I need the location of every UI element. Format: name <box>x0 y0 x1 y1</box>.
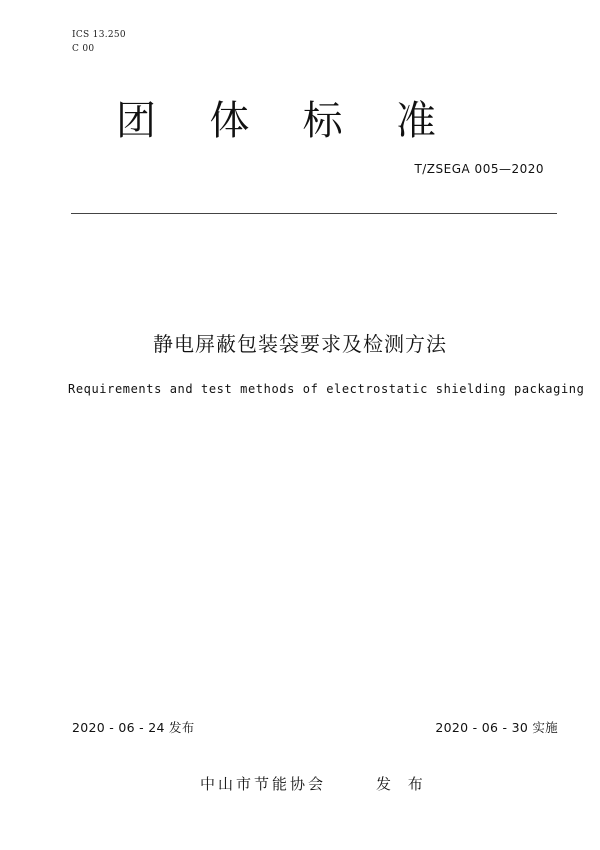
ccs-code: C 00 <box>72 44 95 54</box>
standard-type-char: 准 <box>395 97 436 144</box>
standard-type-char: 标 <box>302 97 343 144</box>
publish-label: 发 布 <box>376 775 429 793</box>
implementation-date: 2020 - 06 - 30 实施 <box>435 720 558 735</box>
standard-type-char: 体 <box>209 97 250 144</box>
ics-code: ICS 13.250 <box>72 30 126 40</box>
header-divider <box>71 213 557 214</box>
standard-code: T/ZSEGA 005—2020 <box>414 162 544 176</box>
publisher-name: 中山市节能协会 <box>200 775 327 793</box>
standard-type-heading <box>116 92 436 142</box>
document-title-zh: 静电屏蔽包装袋要求及检测方法 <box>153 332 447 356</box>
document-title-en: Requirements and test methods of electrostatic shielding packaging <box>68 382 585 396</box>
standard-type-char: 团 <box>116 97 156 144</box>
issue-date: 2020 - 06 - 24 发布 <box>72 720 195 735</box>
